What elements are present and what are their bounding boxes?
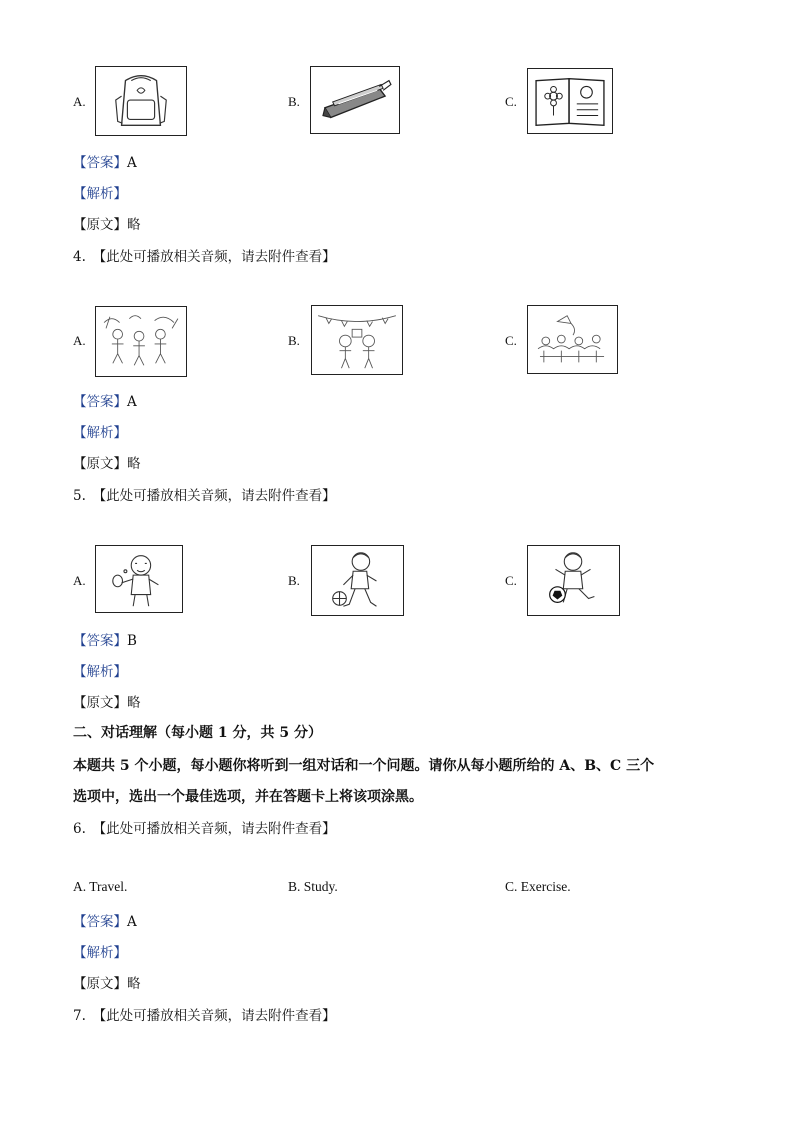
celebration-scene-icon [312,306,402,374]
analysis-tag: 【解析】 [73,664,127,680]
q4-answer-line [73,390,137,410]
playing-scene-icon [528,306,617,373]
q5-answer-line [73,629,137,649]
answer-tag: 【答案】 [73,155,127,171]
basketball-icon [312,546,403,615]
answer-tag: 【答案】 [73,394,127,410]
basketball-picture[interactable] [311,545,404,616]
q3-analysis-line [73,182,127,202]
q4-analysis-line [73,421,127,441]
q6-analysis-line [73,941,127,961]
q4-option-a-label: A. [73,333,86,348]
original-value: 略 [127,217,141,233]
answer-tag: 【答案】 [73,633,127,649]
q3-option-b-label: B. [288,94,300,109]
book-picture[interactable] [527,68,613,134]
q5-analysis-line [73,660,127,680]
children-playing-picture[interactable] [527,305,618,374]
answer-value: A [127,155,137,171]
q4-title: 4. 【此处可播放相关音频，请去附件查看】 [73,249,336,265]
q4-option-b-label: B. [288,333,300,348]
ping-pong-picture[interactable] [95,545,183,613]
q5-option-a-label: A. [73,573,86,588]
q6-original-line [73,972,141,992]
football-picture[interactable] [527,545,620,616]
football-icon [528,546,619,615]
children-celebrating-picture[interactable] [311,305,403,375]
q6-answer-line [73,910,137,930]
q3-option-c-label: C. [505,94,517,109]
original-value: 略 [127,456,141,472]
q7-title: 7. 【此处可播放相关音频，请去附件查看】 [73,1008,336,1024]
q6-option-a[interactable]: A. Travel. [73,879,128,894]
original-value: 略 [127,976,141,992]
q5-original-line [73,691,141,711]
answer-value: A [127,914,137,930]
answer-value: A [127,394,137,410]
q5-option-b-label: B. [288,573,300,588]
children-dancing-picture[interactable] [95,306,187,377]
section-instruction-line-1: 本题共 5 个小题，每小题你将听到一组对话和一个问题。请你从每小题所给的 A、B、C 三个 [73,758,655,774]
q5-option-c-label: C. [505,573,517,588]
ping-pong-icon [96,546,182,612]
pencil-case-icon [311,67,399,133]
original-value: 略 [127,695,141,711]
dancing-scene-icon [96,307,186,376]
original-tag: 【原文】 [73,695,127,711]
original-tag: 【原文】 [73,217,127,233]
analysis-tag: 【解析】 [73,425,127,441]
q4-option-c-label: C. [505,333,517,348]
analysis-tag: 【解析】 [73,945,127,961]
section-instruction-line-2: 选项中，选出一个最佳选项，并在答题卡上将该项涂黑。 [73,789,423,805]
q6-title: 6. 【此处可播放相关音频，请去附件查看】 [73,821,336,837]
answer-tag: 【答案】 [73,914,127,930]
original-tag: 【原文】 [73,456,127,472]
analysis-tag: 【解析】 [73,186,127,202]
answer-value: B [127,633,137,649]
schoolbag-icon [96,67,186,135]
q4-original-line [73,452,141,472]
section-heading: 二、对话理解（每小题 1 分，共 5 分） [73,725,322,741]
original-tag: 【原文】 [73,976,127,992]
q3-answer-line [73,151,137,171]
q3-original-line [73,213,141,233]
q5-title: 5. 【此处可播放相关音频，请去附件查看】 [73,488,336,504]
pencil-case-picture[interactable] [310,66,400,134]
book-icon [528,69,612,133]
schoolbag-picture[interactable] [95,66,187,136]
q3-option-a-label: A. [73,94,86,109]
q6-option-c[interactable]: C. Exercise. [505,879,571,894]
q6-option-b[interactable]: B. Study. [288,879,338,894]
